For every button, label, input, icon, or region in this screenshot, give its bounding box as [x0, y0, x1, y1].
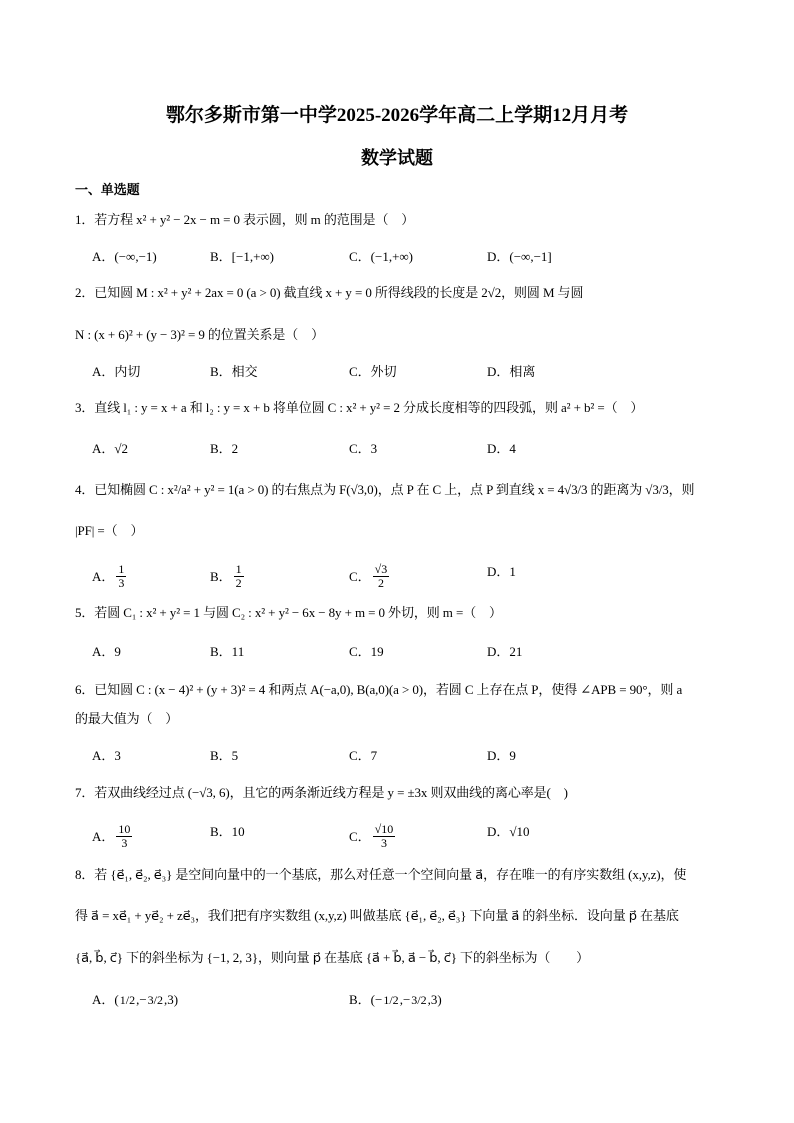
numerator: √10	[374, 822, 394, 836]
option-value-part: ,3)	[427, 992, 442, 1007]
question-6-option-D[interactable]	[487, 747, 516, 765]
denominator: 3	[121, 836, 128, 850]
question-2-option-D[interactable]	[487, 363, 535, 381]
fraction: 1/2	[119, 993, 136, 1007]
option-label: D．	[487, 564, 510, 579]
option-value-part: (	[114, 992, 119, 1007]
question-1-option-A[interactable]	[92, 248, 157, 266]
numerator: 1	[235, 562, 242, 576]
question-4-stem-line: 4．已知椭圆 C : x²/a² + y² = 1(a > 0) 的右焦点为 F(√3,0)，点 P 在 C 上，点 P 到直线 x = 4√3/3 的距离为 √3/3，则	[75, 482, 695, 497]
option-label: D．	[487, 644, 510, 659]
exam-title: 鄂尔多斯市第一中学2025-2026学年高二上学期12月月考	[165, 105, 629, 126]
option-label: A．	[92, 249, 115, 264]
option-value-part: ,−	[399, 992, 411, 1007]
question-8-stem-line: 得 a⃗ = xe⃗₁ + ye⃗₂ + ze⃗₃，我们把有序实数组 (x,y,z) 叫做基底 {e⃗₁, e⃗₂, e⃗₃} 下向量 a⃗ 的斜坐标．设向量 p⃗ 在基底	[75, 908, 679, 923]
option-value: √2	[114, 441, 129, 456]
question-7-stem-line: 7．若双曲线经过点 (−√3, 6)，且它的两条渐近线方程是 y = ±3x 则双曲线的离心率是( )	[75, 785, 568, 800]
option-value: 相交	[231, 364, 258, 379]
numerator: 1	[118, 562, 125, 576]
question-2-option-C[interactable]	[349, 363, 397, 381]
exam-subtitle: 数学试题	[361, 148, 433, 168]
denominator: 2	[235, 576, 242, 590]
option-value: (−∞,−1]	[509, 249, 552, 264]
option-label: C．	[349, 828, 371, 844]
question-7-option-C[interactable]	[349, 823, 397, 850]
numerator: 10	[118, 822, 131, 836]
question-8-option-A[interactable]	[92, 991, 178, 1009]
option-value: 19	[370, 644, 384, 659]
question-1-stem-line: 1．若方程 x² + y² − 2x − m = 0 表示圆，则 m 的范围是（ ）	[75, 212, 415, 227]
option-label: D．	[487, 824, 510, 839]
question-3-option-D[interactable]	[487, 440, 516, 458]
fraction	[116, 823, 132, 850]
question-4-option-B[interactable]	[210, 563, 246, 590]
option-label: B．	[210, 644, 232, 659]
option-value: 5	[231, 748, 239, 763]
denominator: 3	[118, 576, 125, 590]
question-8-stem-line: 8．若 {e⃗₁, e⃗₂, e⃗₃} 是空间向量中的一个基底，那么对任意一个空间向量 a⃗，存在唯一的有序实数组 (x,y,z)，使	[75, 867, 687, 882]
option-label: B．	[210, 568, 232, 584]
option-label: A．	[92, 568, 115, 584]
question-5-option-A[interactable]	[92, 643, 121, 661]
option-value: (−1,+∞)	[370, 249, 414, 264]
question-4-stem-line: |PF| =（ ）	[75, 523, 144, 538]
option-label: D．	[487, 364, 510, 379]
option-value: 9	[114, 644, 121, 659]
denominator: 3	[380, 836, 387, 850]
denominator: 2	[377, 576, 384, 590]
option-label: A．	[92, 748, 115, 763]
option-value: 7	[370, 748, 378, 763]
question-5-option-B[interactable]	[210, 643, 244, 661]
question-4-option-D[interactable]	[487, 563, 516, 581]
question-6-option-B[interactable]	[210, 747, 238, 765]
option-value: 内切	[114, 364, 141, 379]
fraction: 1/2	[383, 993, 399, 1007]
option-value: 4	[509, 441, 516, 456]
option-value: √10	[509, 824, 530, 839]
option-value: 外切	[370, 364, 397, 379]
option-label: A．	[92, 364, 115, 379]
question-5-option-C[interactable]	[349, 643, 384, 661]
option-label: B．	[349, 992, 371, 1007]
option-value: 11	[231, 644, 245, 659]
option-label: C．	[349, 568, 371, 584]
question-4-option-C[interactable]	[349, 563, 391, 590]
question-7-option-D[interactable]	[487, 823, 530, 841]
option-value: 9	[509, 748, 516, 763]
option-label: C．	[349, 364, 371, 379]
question-3-option-A[interactable]	[92, 440, 128, 458]
option-label: A．	[92, 992, 115, 1007]
question-3-stem-line: 3．直线 l₁ : y = x + a 和 l₂ : y = x + b 将单位圆 C : x² + y² = 2 分成长度相等的四段弧，则 a² + b² =（ ）	[75, 400, 644, 415]
option-label: D．	[487, 441, 510, 456]
option-label: D．	[487, 249, 510, 264]
option-label: B．	[210, 249, 232, 264]
option-value: 3	[370, 441, 378, 456]
question-7-option-B[interactable]	[210, 823, 245, 841]
fraction: 3/2	[411, 993, 427, 1007]
option-value: 2	[231, 441, 239, 456]
fraction	[116, 563, 126, 590]
fraction	[234, 563, 244, 590]
question-8-option-B[interactable]	[349, 991, 442, 1009]
option-label: B．	[210, 824, 232, 839]
option-label: B．	[210, 364, 232, 379]
option-value: (−∞,−1)	[114, 249, 157, 264]
option-value-part: (−	[370, 992, 383, 1007]
question-2-stem-line: N : (x + 6)² + (y − 3)² = 9 的位置关系是（ ）	[75, 327, 324, 342]
question-3-option-B[interactable]	[210, 440, 238, 458]
fraction: 3/2	[147, 993, 164, 1007]
fraction	[373, 823, 396, 850]
option-label: A．	[92, 644, 115, 659]
option-label: A．	[92, 441, 115, 456]
question-2-option-A[interactable]	[92, 363, 140, 381]
option-label: B．	[210, 441, 232, 456]
question-7-option-A[interactable]	[92, 823, 134, 850]
question-2-option-B[interactable]	[210, 363, 258, 381]
option-label: B．	[210, 748, 232, 763]
option-value: 1	[509, 564, 516, 579]
fraction	[373, 563, 390, 590]
question-5-stem-line: 5．若圆 C₁ : x² + y² = 1 与圆 C₂ : x² + y² − 6x − 8y + m = 0 外切，则 m =（ ）	[75, 605, 502, 620]
option-label: C．	[349, 748, 371, 763]
question-4-option-A[interactable]	[92, 563, 128, 590]
option-label: D．	[487, 748, 510, 763]
option-label: A．	[92, 828, 115, 844]
option-label: C．	[349, 249, 371, 264]
option-value-part: ,3)	[164, 992, 179, 1007]
question-6-option-A[interactable]	[92, 747, 121, 765]
question-3-option-C[interactable]	[349, 440, 377, 458]
question-6-option-C[interactable]	[349, 747, 377, 765]
question-8-stem-line: {a⃗, b⃗, c⃗} 下的斜坐标为 {−1, 2, 3}，则向量 p⃗ 在基底 {a⃗ + b⃗, a⃗ − b⃗, c⃗} 下的斜坐标为（ ）	[75, 950, 590, 965]
option-value: 21	[509, 644, 523, 659]
option-value-part: ,−	[136, 992, 147, 1007]
question-2-stem-line: 2．已知圆 M : x² + y² + 2ax = 0 (a > 0) 截直线 x + y = 0 所得线段的长度是 2√2，则圆 M 与圆	[75, 285, 584, 300]
question-1-option-D[interactable]	[487, 248, 552, 266]
option-label: C．	[349, 441, 371, 456]
option-label: C．	[349, 644, 371, 659]
question-6-stem-line: 6．已知圆 C : (x − 4)² + (y + 3)² = 4 和两点 A(−a,0), B(a,0)(a > 0)，若圆 C 上存在点 P，使得 ∠APB = 90°，则 a	[75, 682, 683, 697]
option-value: [−1,+∞)	[231, 249, 275, 264]
option-value: 3	[114, 748, 121, 763]
question-1-option-B[interactable]	[210, 248, 274, 266]
option-value: 10	[231, 824, 245, 839]
section-heading: 一、单选题	[75, 182, 140, 197]
question-5-option-D[interactable]	[487, 643, 522, 661]
question-6-stem-line: 的最大值为（ ）	[75, 711, 179, 726]
option-value: 相离	[509, 364, 536, 379]
numerator: √3	[374, 562, 388, 576]
question-1-option-C[interactable]	[349, 248, 413, 266]
